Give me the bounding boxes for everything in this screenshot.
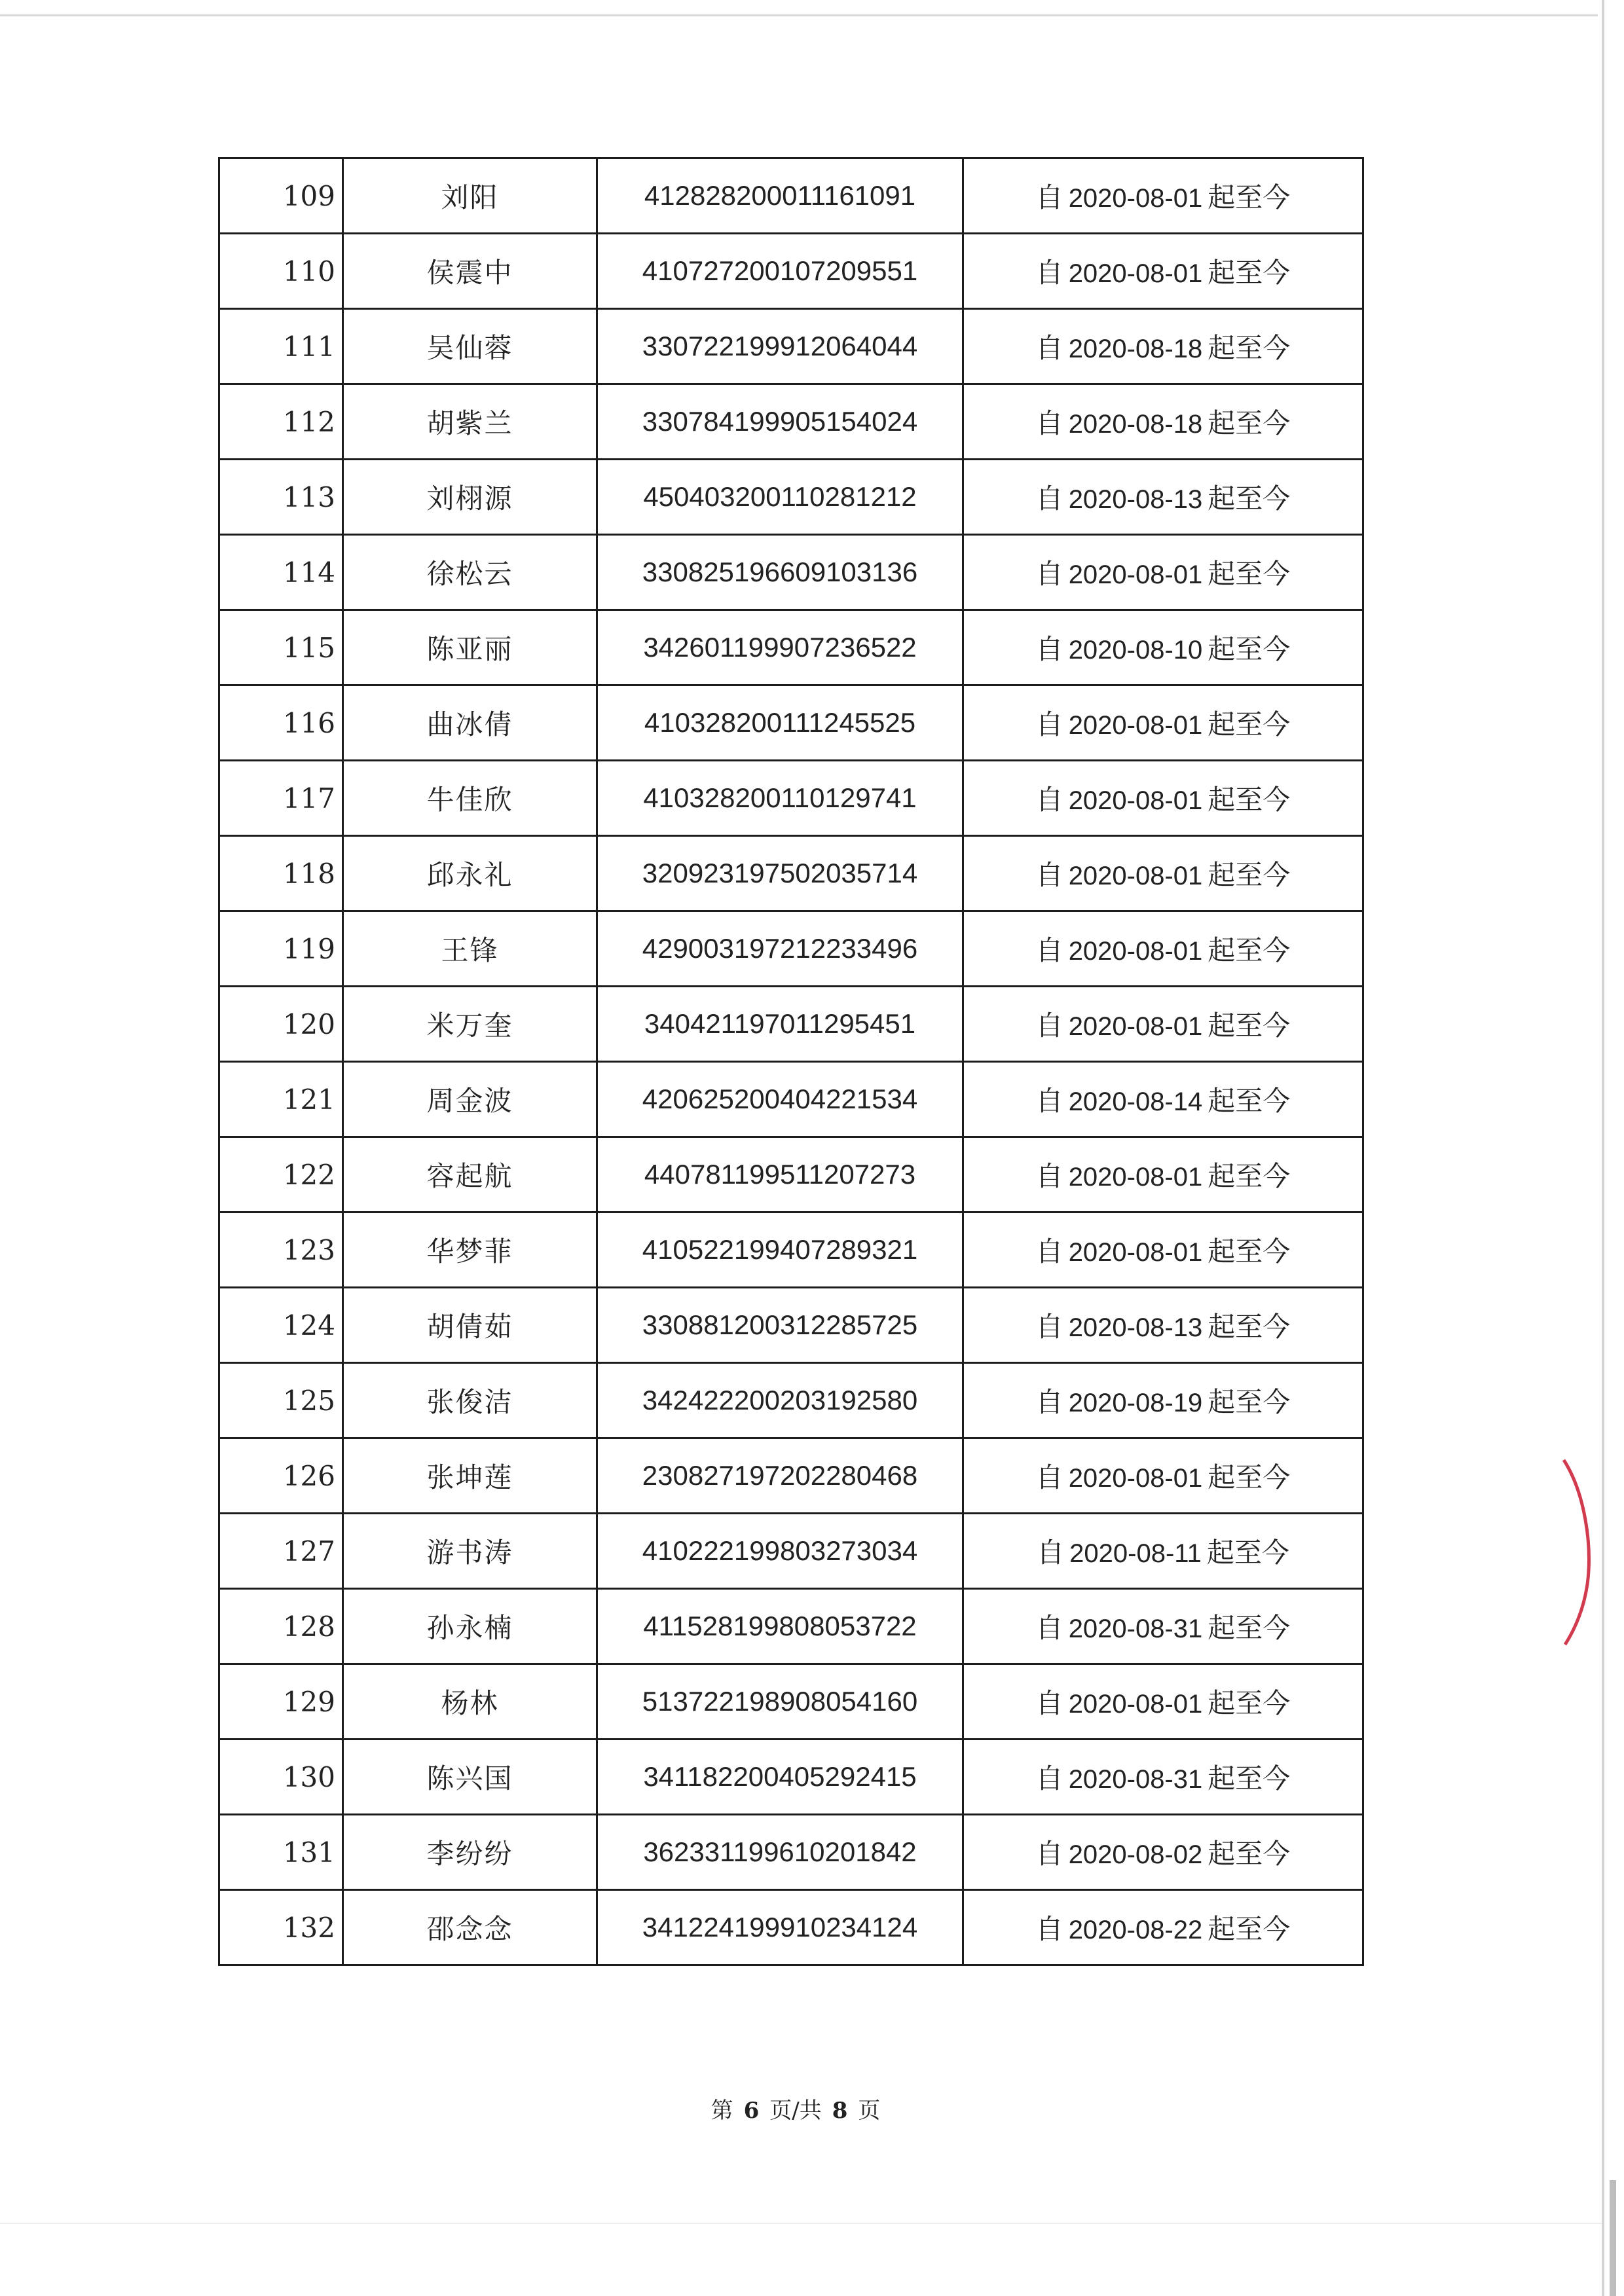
start-date-cell — [963, 1664, 1363, 1740]
start-date: 2020-08-02 — [1068, 1840, 1203, 1869]
row-number: 123 — [219, 1212, 343, 1288]
date-suffix: 起至今 — [1208, 784, 1291, 816]
date-suffix: 起至今 — [1208, 181, 1291, 213]
table-row — [219, 610, 1363, 685]
start-date-cell — [963, 234, 1363, 309]
id-number: 341182200405292415 — [597, 1740, 963, 1815]
row-number: 113 — [219, 460, 343, 535]
row-number: 124 — [219, 1288, 343, 1363]
id-number: 429003197212233496 — [597, 911, 963, 987]
id-number: 513722198908054160 — [597, 1664, 963, 1740]
row-number: 131 — [219, 1815, 343, 1890]
start-date-cell — [963, 1740, 1363, 1815]
start-date-cell — [963, 987, 1363, 1062]
id-number: 320923197502035714 — [597, 836, 963, 911]
date-suffix: 起至今 — [1208, 407, 1291, 439]
table-row — [219, 1890, 1363, 1965]
date-prefix: 自 — [1035, 181, 1063, 213]
date-prefix: 自 — [1035, 1235, 1063, 1267]
table-row — [219, 1363, 1363, 1438]
date-suffix: 起至今 — [1208, 1235, 1291, 1267]
date-prefix: 自 — [1035, 407, 1063, 439]
roster-table — [218, 157, 1364, 1966]
start-date: 2020-08-01 — [1068, 1690, 1203, 1719]
start-date: 2020-08-01 — [1068, 1012, 1203, 1041]
person-name: 周金波 — [343, 1062, 597, 1137]
row-number: 122 — [219, 1137, 343, 1212]
start-date-cell — [963, 535, 1363, 610]
date-prefix: 自 — [1035, 1085, 1063, 1117]
date-suffix: 起至今 — [1208, 1160, 1291, 1192]
start-date-cell — [963, 685, 1363, 761]
table-row — [219, 158, 1363, 234]
date-suffix: 起至今 — [1208, 558, 1291, 590]
table-row — [219, 1212, 1363, 1288]
roster-table-body — [219, 158, 1363, 1965]
start-date: 2020-08-19 — [1068, 1389, 1203, 1417]
start-date: 2020-08-22 — [1068, 1916, 1203, 1944]
start-date-cell — [963, 460, 1363, 535]
scan-edge-right — [1602, 0, 1604, 2296]
person-name: 邱永礼 — [343, 836, 597, 911]
person-name: 容起航 — [343, 1137, 597, 1212]
table-row — [219, 1438, 1363, 1514]
date-prefix: 自 — [1035, 483, 1063, 515]
date-suffix: 起至今 — [1208, 1461, 1291, 1493]
date-prefix: 自 — [1035, 934, 1063, 966]
start-date: 2020-08-01 — [1068, 560, 1203, 589]
start-date-cell — [963, 1062, 1363, 1137]
start-date: 2020-08-11 — [1069, 1539, 1202, 1568]
start-date-cell — [963, 761, 1363, 836]
table-row — [219, 1815, 1363, 1890]
start-date: 2020-08-01 — [1068, 786, 1203, 815]
row-number: 125 — [219, 1363, 343, 1438]
person-name: 米万奎 — [343, 987, 597, 1062]
table-row — [219, 234, 1363, 309]
id-number: 410328200110129741 — [597, 761, 963, 836]
start-date: 2020-08-01 — [1068, 184, 1203, 213]
table-row — [219, 685, 1363, 761]
person-name: 王锋 — [343, 911, 597, 987]
scan-edge-top — [0, 14, 1598, 16]
id-number: 330784199905154024 — [597, 384, 963, 460]
id-number: 410522199407289321 — [597, 1212, 963, 1288]
person-name: 胡倩茹 — [343, 1288, 597, 1363]
footer-suffix: 页 — [858, 2098, 881, 2124]
id-number: 420625200404221534 — [597, 1062, 963, 1137]
start-date-cell — [963, 1288, 1363, 1363]
row-number: 114 — [219, 535, 343, 610]
person-name: 刘阳 — [343, 158, 597, 234]
start-date-cell — [963, 1589, 1363, 1664]
person-name: 孙永楠 — [343, 1589, 597, 1664]
id-number: 341224199910234124 — [597, 1890, 963, 1965]
date-suffix: 起至今 — [1208, 1612, 1291, 1644]
table-row — [219, 1137, 1363, 1212]
scan-edge-bottom — [0, 2223, 1602, 2224]
date-suffix: 起至今 — [1208, 934, 1291, 966]
date-suffix: 起至今 — [1208, 1762, 1291, 1795]
start-date-cell — [963, 384, 1363, 460]
date-prefix: 自 — [1035, 558, 1063, 590]
start-date: 2020-08-31 — [1068, 1765, 1203, 1794]
start-date: 2020-08-13 — [1068, 485, 1203, 514]
date-suffix: 起至今 — [1208, 1838, 1291, 1870]
start-date: 2020-08-10 — [1068, 636, 1203, 665]
row-number: 118 — [219, 836, 343, 911]
table-row — [219, 1514, 1363, 1589]
start-date: 2020-08-01 — [1068, 1464, 1203, 1493]
person-name: 华梦菲 — [343, 1212, 597, 1288]
person-name: 刘栩源 — [343, 460, 597, 535]
date-suffix: 起至今 — [1208, 1010, 1291, 1042]
table-row — [219, 1288, 1363, 1363]
start-date-cell — [963, 610, 1363, 685]
person-name: 陈亚丽 — [343, 610, 597, 685]
table-row — [219, 911, 1363, 987]
date-suffix: 起至今 — [1208, 332, 1291, 364]
date-prefix: 自 — [1035, 1386, 1063, 1418]
date-prefix: 自 — [1037, 1537, 1065, 1569]
date-prefix: 自 — [1035, 1010, 1063, 1042]
table-row — [219, 1740, 1363, 1815]
start-date: 2020-08-01 — [1068, 1238, 1203, 1267]
start-date: 2020-08-18 — [1068, 335, 1203, 363]
date-suffix: 起至今 — [1208, 1386, 1291, 1418]
table-row — [219, 836, 1363, 911]
person-name: 吴仙蓉 — [343, 309, 597, 384]
id-number: 410222199803273034 — [597, 1514, 963, 1589]
start-date-cell — [963, 911, 1363, 987]
id-number: 330722199912064044 — [597, 309, 963, 384]
id-number: 412828200011161091 — [597, 158, 963, 234]
start-date: 2020-08-01 — [1068, 259, 1203, 288]
date-suffix: 起至今 — [1208, 1687, 1291, 1719]
id-number: 330825196609103136 — [597, 535, 963, 610]
person-name: 张坤莲 — [343, 1438, 597, 1514]
id-number: 342601199907236522 — [597, 610, 963, 685]
start-date-cell — [963, 1815, 1363, 1890]
page-footer — [0, 2092, 1591, 2124]
start-date-cell — [963, 309, 1363, 384]
date-suffix: 起至今 — [1208, 1913, 1291, 1945]
id-number: 362331199610201842 — [597, 1815, 963, 1890]
date-prefix: 自 — [1035, 784, 1063, 816]
start-date-cell — [963, 1514, 1363, 1589]
id-number: 410727200107209551 — [597, 234, 963, 309]
table-row — [219, 1664, 1363, 1740]
start-date: 2020-08-01 — [1068, 1163, 1203, 1192]
person-name: 胡紫兰 — [343, 384, 597, 460]
person-name: 徐松云 — [343, 535, 597, 610]
date-prefix: 自 — [1035, 1160, 1063, 1192]
start-date-cell — [963, 1137, 1363, 1212]
date-prefix: 自 — [1035, 1311, 1063, 1343]
table-row — [219, 1062, 1363, 1137]
row-number: 127 — [219, 1514, 343, 1589]
start-date-cell — [963, 836, 1363, 911]
date-prefix: 自 — [1035, 1838, 1063, 1870]
row-number: 109 — [219, 158, 343, 234]
id-number: 230827197202280468 — [597, 1438, 963, 1514]
row-number: 126 — [219, 1438, 343, 1514]
date-prefix: 自 — [1035, 1913, 1063, 1945]
person-name: 李纷纷 — [343, 1815, 597, 1890]
date-suffix: 起至今 — [1208, 257, 1291, 289]
start-date-cell — [963, 1363, 1363, 1438]
person-name: 侯震中 — [343, 234, 597, 309]
start-date-cell — [963, 158, 1363, 234]
start-date: 2020-08-01 — [1068, 937, 1203, 966]
id-number: 440781199511207273 — [597, 1137, 963, 1212]
scan-edge-shadow — [1610, 2180, 1616, 2296]
total-page-number: 8 — [832, 2098, 848, 2124]
row-number: 110 — [219, 234, 343, 309]
row-number: 119 — [219, 911, 343, 987]
start-date-cell — [963, 1890, 1363, 1965]
start-date: 2020-08-14 — [1068, 1087, 1203, 1116]
date-suffix: 起至今 — [1208, 1311, 1291, 1343]
table-row — [219, 987, 1363, 1062]
table-row — [219, 1589, 1363, 1664]
footer-middle: 页/共 — [769, 2098, 822, 2124]
row-number: 116 — [219, 685, 343, 761]
date-suffix: 起至今 — [1206, 1537, 1289, 1569]
start-date-cell — [963, 1212, 1363, 1288]
id-number: 330881200312285725 — [597, 1288, 963, 1363]
date-suffix: 起至今 — [1208, 1085, 1291, 1117]
person-name: 杨林 — [343, 1664, 597, 1740]
id-number: 340421197011295451 — [597, 987, 963, 1062]
date-prefix: 自 — [1035, 1762, 1063, 1795]
row-number: 130 — [219, 1740, 343, 1815]
date-prefix: 自 — [1035, 332, 1063, 364]
date-prefix: 自 — [1035, 1687, 1063, 1719]
footer-prefix: 第 — [710, 2098, 733, 2124]
table-row — [219, 535, 1363, 610]
date-prefix: 自 — [1035, 1612, 1063, 1644]
person-name: 游书涛 — [343, 1514, 597, 1589]
date-prefix: 自 — [1035, 257, 1063, 289]
row-number: 128 — [219, 1589, 343, 1664]
id-number: 342422200203192580 — [597, 1363, 963, 1438]
table-row — [219, 309, 1363, 384]
start-date: 2020-08-31 — [1068, 1614, 1203, 1643]
date-prefix: 自 — [1035, 1461, 1063, 1493]
person-name: 曲冰倩 — [343, 685, 597, 761]
id-number: 411528199808053722 — [597, 1589, 963, 1664]
row-number: 115 — [219, 610, 343, 685]
person-name: 张俊洁 — [343, 1363, 597, 1438]
date-suffix: 起至今 — [1208, 859, 1291, 891]
table-row — [219, 460, 1363, 535]
start-date: 2020-08-13 — [1068, 1313, 1203, 1342]
date-suffix: 起至今 — [1208, 633, 1291, 665]
current-page-number: 6 — [743, 2098, 760, 2124]
start-date: 2020-08-01 — [1068, 862, 1203, 890]
row-number: 120 — [219, 987, 343, 1062]
row-number: 129 — [219, 1664, 343, 1740]
id-number: 410328200111245525 — [597, 685, 963, 761]
date-prefix: 自 — [1035, 859, 1063, 891]
table-row — [219, 761, 1363, 836]
id-number: 450403200110281212 — [597, 460, 963, 535]
start-date: 2020-08-01 — [1068, 711, 1203, 740]
row-number: 117 — [219, 761, 343, 836]
row-number: 121 — [219, 1062, 343, 1137]
date-suffix: 起至今 — [1208, 483, 1291, 515]
red-seal-edge — [1559, 1453, 1598, 1650]
person-name: 牛佳欣 — [343, 761, 597, 836]
start-date-cell — [963, 1438, 1363, 1514]
start-date: 2020-08-18 — [1068, 410, 1203, 439]
date-prefix: 自 — [1035, 708, 1063, 740]
person-name: 邵念念 — [343, 1890, 597, 1965]
person-name: 陈兴国 — [343, 1740, 597, 1815]
date-prefix: 自 — [1035, 633, 1063, 665]
table-row — [219, 384, 1363, 460]
row-number: 132 — [219, 1890, 343, 1965]
row-number: 112 — [219, 384, 343, 460]
date-suffix: 起至今 — [1208, 708, 1291, 740]
row-number: 111 — [219, 309, 343, 384]
